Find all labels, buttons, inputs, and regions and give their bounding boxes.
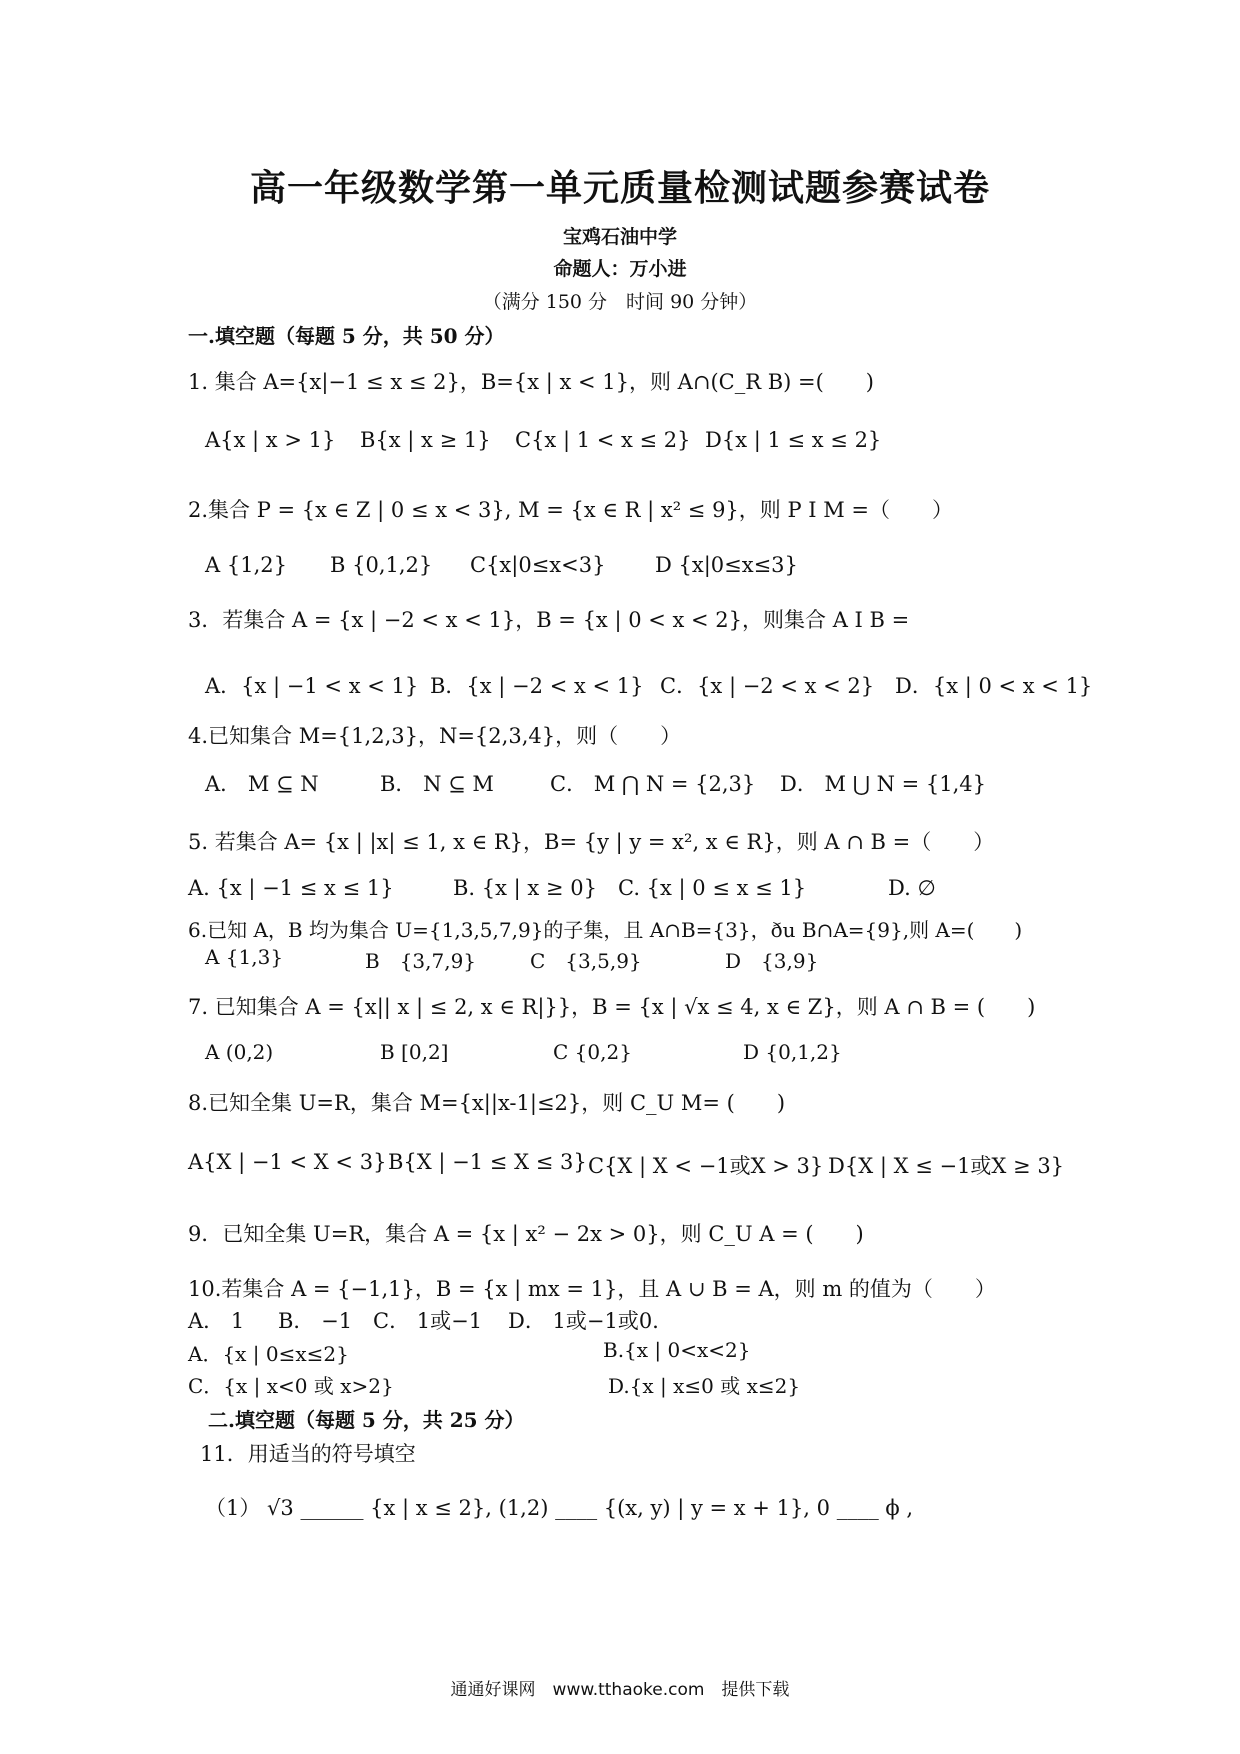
question-6: 6.已知 A，B 均为集合 U={1,3,5,7,9}的子集，且 A∩B={3}，ðu B∩A={9},则 A=( ) — [188, 918, 1023, 942]
option-d: D{X | X ≤ −1或X ≥ 3} — [828, 1154, 1065, 1178]
option-b: B [0,2] — [380, 1040, 449, 1064]
option-b: B． −1 — [278, 1309, 353, 1333]
option-a: A． 1 — [188, 1309, 245, 1333]
score-time-line: （满分 150 分 时间 90 分钟） — [482, 291, 758, 313]
option-c: C {3,5,9} — [530, 949, 642, 973]
option-d: D. ∅ — [888, 876, 936, 900]
option-d: D． 1或−1或0． — [508, 1309, 674, 1333]
option-b: B {0,1,2} — [330, 553, 433, 577]
option-b: B{X | −1 ≤ X ≤ 3} — [388, 1150, 587, 1174]
option-d: D.{x | x≤0 或 x≤2} — [608, 1374, 801, 1398]
option-c: C. {x | 0 ≤ x ≤ 1} — [618, 876, 807, 900]
exam-title: 高一年级数学第一单元质量检测试题参赛试卷 — [249, 167, 990, 209]
option-c: C．{x | x<0 或 x>2} — [188, 1374, 394, 1398]
option-d: D {0,1,2} — [743, 1040, 842, 1064]
question-9: 9．已知全集 U=R，集合 A = {x | x² − 2x > 0}，则 C_U A = ( ) — [188, 1222, 864, 1246]
option-b: B． N ⊆ M — [380, 772, 494, 796]
section1-heading: 一.填空题（每题 5 分，共 50 分） — [188, 324, 505, 348]
option-c: C{X | X < −1或X > 3} — [588, 1154, 824, 1178]
school-name: 宝鸡石油中学 — [562, 226, 677, 248]
option-d: D{x | 1 ≤ x ≤ 2} — [705, 428, 882, 452]
author-line: 命题人：万小进 — [553, 258, 687, 280]
option-c: C{x | 1 < x ≤ 2} — [515, 428, 691, 452]
option-c: C． 1或−1 — [373, 1309, 483, 1333]
option-c: C． M ⋂ N = {2,3} — [550, 772, 756, 796]
option-a: A {1,2} — [205, 553, 287, 577]
question-7: 7. 已知集合 A = {x|| x | ≤ 2, x ∈ R|}}，B = {x | √x ≤ 4, x ∈ Z}，则 A ∩ B = ( ) — [188, 995, 1036, 1019]
option-a: A {1,3} — [205, 945, 284, 969]
option-a: A (0,2) — [205, 1040, 274, 1064]
option-b: B{x | x ≥ 1} — [360, 428, 491, 452]
option-c: C{x|0≤x<3} — [470, 553, 606, 577]
option-c: C {0,2} — [553, 1040, 632, 1064]
option-b: B. {x | x ≥ 0} — [453, 876, 597, 900]
option-a: A． M ⊆ N — [205, 772, 319, 796]
question-4: 4.已知集合 M={1,2,3}，N={2,3,4}，则（ ） — [188, 724, 682, 748]
question-2: 2.集合 P = {x ∈ Z | 0 ≤ x < 3}, M = {x ∈ R | x² ≤ 9}，则 P I M =（ ） — [188, 498, 954, 522]
option-d: D．{x | 0 < x < 1} — [895, 674, 1093, 698]
option-a: A. {x | −1 ≤ x ≤ 1} — [188, 876, 394, 900]
question-5: 5. 若集合 A= {x | |x| ≤ 1, x ∈ R}，B= {y | y = x², x ∈ R}，则 A ∩ B =（ ） — [188, 830, 995, 854]
question-1: 1. 集合 A={x|−1 ≤ x ≤ 2}，B={x | x < 1}，则 A∩(C_R B) =( ) — [188, 370, 874, 394]
question-10: 10.若集合 A = {−1,1}，B = {x | mx = 1}，且 A ∪ B = A，则 m 的值为（ ） — [188, 1277, 996, 1301]
option-a: A{X | −1 < X < 3} — [188, 1150, 387, 1174]
question-3: 3．若集合 A = {x | −2 < x < 1}，B = {x | 0 < x < 2}，则集合 A I B = — [188, 608, 910, 632]
option-b: B {3,7,9} — [365, 949, 477, 973]
option-a: A．{x | −1 < x < 1} — [205, 674, 419, 698]
option-d: D {x|0≤x≤3} — [655, 553, 798, 577]
option-b: B．{x | −2 < x < 1} — [430, 674, 644, 698]
option-a: A{x | x > 1} — [205, 428, 336, 452]
question-11-part1: （1） √3 ______ {x | x ≤ 2}, (1,2) ____ {(x, y) | y = x + 1}, 0 ____ ϕ , — [205, 1496, 914, 1520]
option-d: D {3,9} — [725, 949, 819, 973]
section2-heading: 二.填空题（每题 5 分，共 25 分） — [208, 1408, 525, 1432]
footer-text: 通通好课网 www.tthaoke.com 提供下载 — [450, 1680, 790, 1700]
option-d: D． M ⋃ N = {1,4} — [780, 772, 987, 796]
question-11: 11．用适当的符号填空 — [200, 1442, 416, 1466]
question-8: 8.已知全集 U=R，集合 M={x||x-1|≤2}，则 C_U M= ( ) — [188, 1091, 786, 1115]
option-b: B.{x | 0<x<2} — [603, 1338, 751, 1362]
option-a: A．{x | 0≤x≤2} — [188, 1342, 349, 1366]
option-c: C．{x | −2 < x < 2} — [660, 674, 875, 698]
